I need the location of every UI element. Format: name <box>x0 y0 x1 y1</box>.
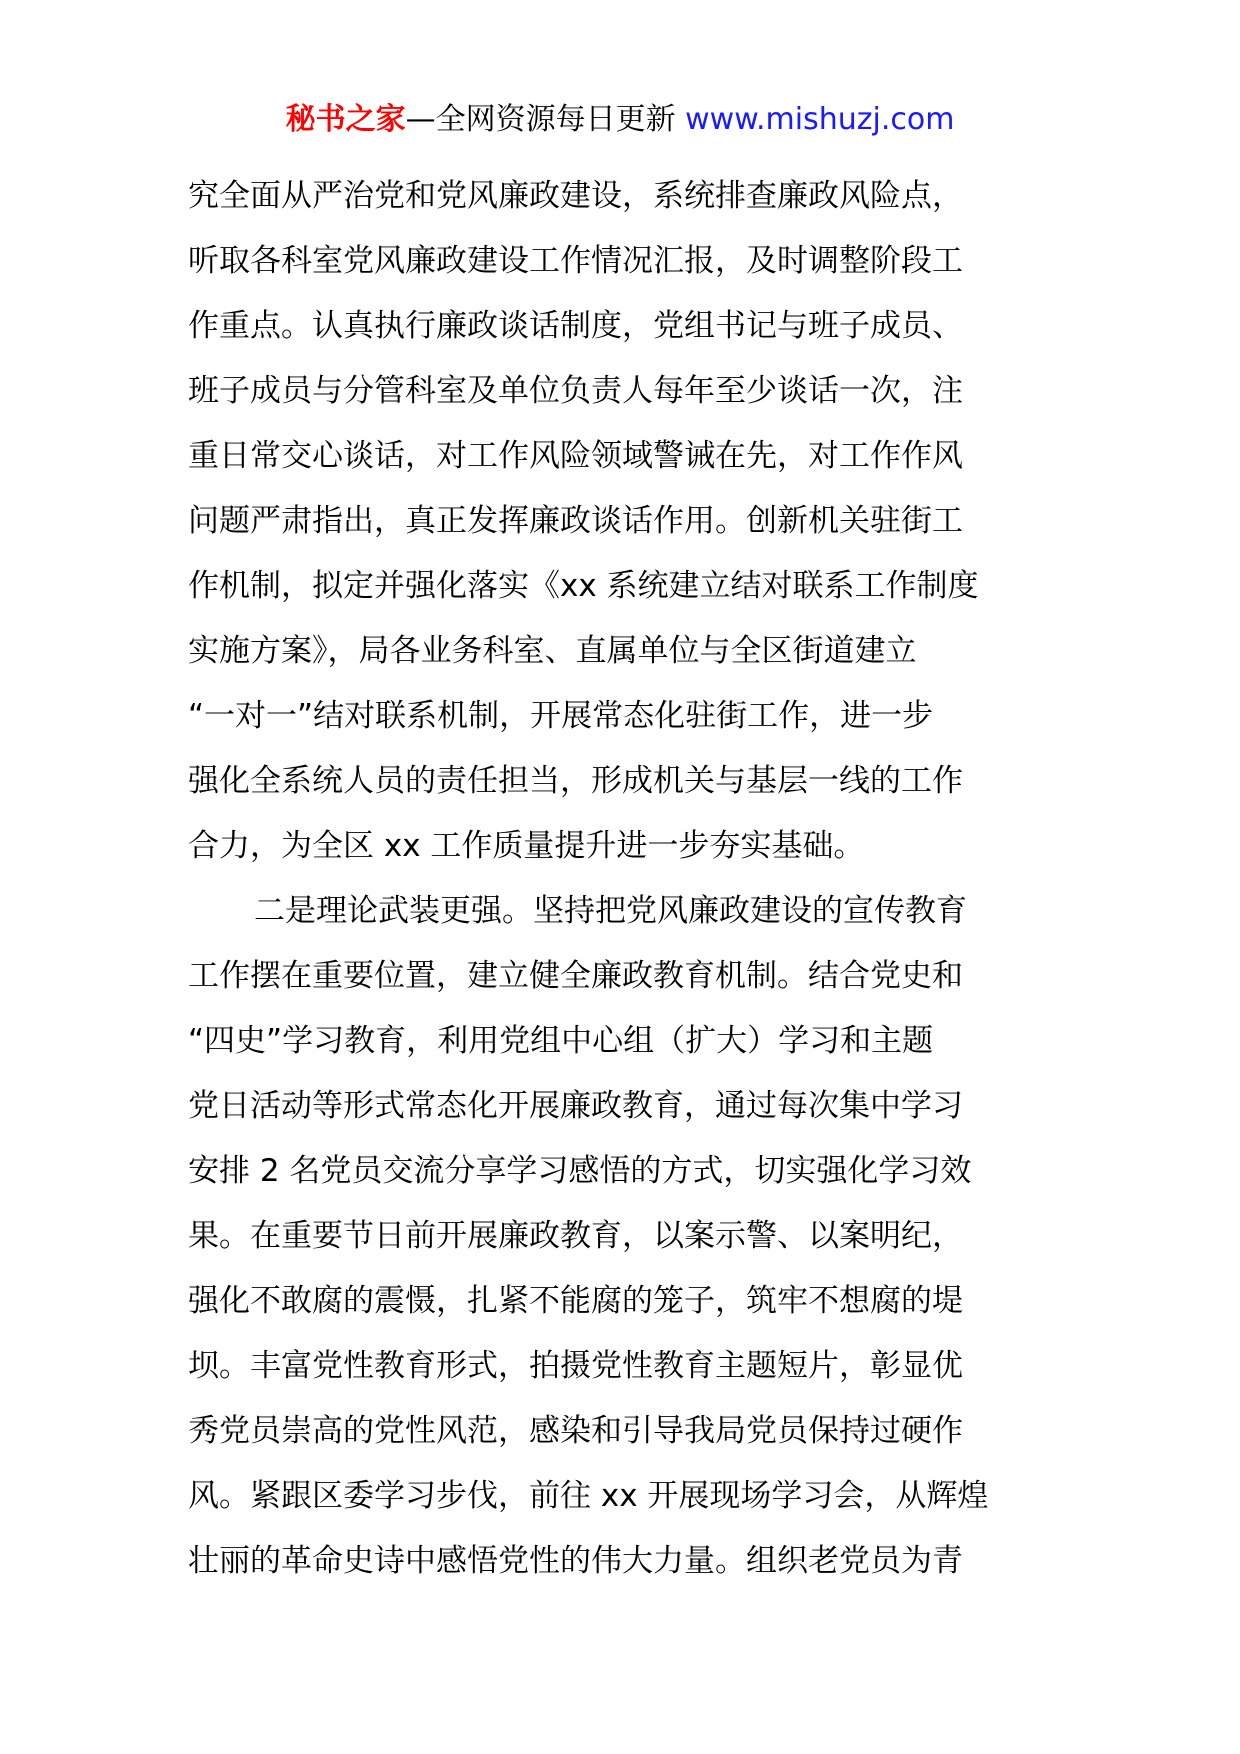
text-line: 合力，为全区 xx 工作质量提升进一步夯实基础。 <box>188 828 865 864</box>
text-line: “一对一”结对联系机制，开展常态化驻街工作，进一步 <box>188 698 934 734</box>
site-url-link[interactable]: www.mishuzj.com <box>685 102 955 137</box>
document-body <box>188 164 1068 1594</box>
text-line: 坝。丰富党性教育形式，拍摄党性教育主题短片，彰显优 <box>188 1348 963 1384</box>
text-line: 作重点。认真执行廉政谈话制度，党组书记与班子成员、 <box>188 308 963 344</box>
text-line: 强化全系统人员的责任担当，形成机关与基层一线的工作 <box>188 763 963 799</box>
text-line: 实施方案》，局各业务科室、直属单位与全区街道建立 <box>188 633 917 669</box>
text-line: 风。紧跟区委学习步伐，前往 xx 开展现场学习会，从辉煌 <box>188 1478 989 1514</box>
text-line: 安排 2 名党员交流分享学习感悟的方式，切实强化学习效 <box>188 1153 972 1189</box>
text-line: 二是理论武装更强。坚持把党风廉政建设的宣传教育 <box>254 893 967 929</box>
text-line: 班子成员与分管科室及单位负责人每年至少谈话一次，注 <box>188 373 963 409</box>
text-line: 秀党员崇高的党性风范，感染和引导我局党员保持过硬作 <box>188 1413 963 1449</box>
text-line: 听取各科室党风廉政建设工作情况汇报，及时调整阶段工 <box>188 243 963 279</box>
text-line: 果。在重要节日前开展廉政教育，以案示警、以案明纪， <box>188 1218 963 1254</box>
text-line: 壮丽的革命史诗中感悟党性的伟大力量。组织老党员为青 <box>188 1543 963 1579</box>
text-line: 工作摆在重要位置，建立健全廉政教育机制。结合党史和 <box>188 958 963 994</box>
page-header <box>0 100 1240 140</box>
text-line: 党日活动等形式常态化开展廉政教育，通过每次集中学习 <box>188 1088 963 1124</box>
text-line: 问题严肃指出，真正发挥廉政谈话作用。创新机关驻街工 <box>188 503 963 539</box>
header-tagline: —全网资源每日更新 <box>405 102 686 137</box>
text-line: 强化不敢腐的震慑，扎紧不能腐的笼子，筑牢不想腐的堤 <box>188 1283 963 1319</box>
text-line: 作机制，拟定并强化落实《xx 系统建立结对联系工作制度 <box>188 568 979 604</box>
brand-name: 秘书之家 <box>285 102 406 137</box>
text-line: 究全面从严治党和党风廉政建设，系统排查廉政风险点， <box>188 178 963 214</box>
text-line: “四史”学习教育，利用党组中心组（扩大）学习和主题 <box>188 1023 934 1059</box>
text-line: 重日常交心谈话，对工作风险领域警诫在先，对工作作风 <box>188 438 963 474</box>
